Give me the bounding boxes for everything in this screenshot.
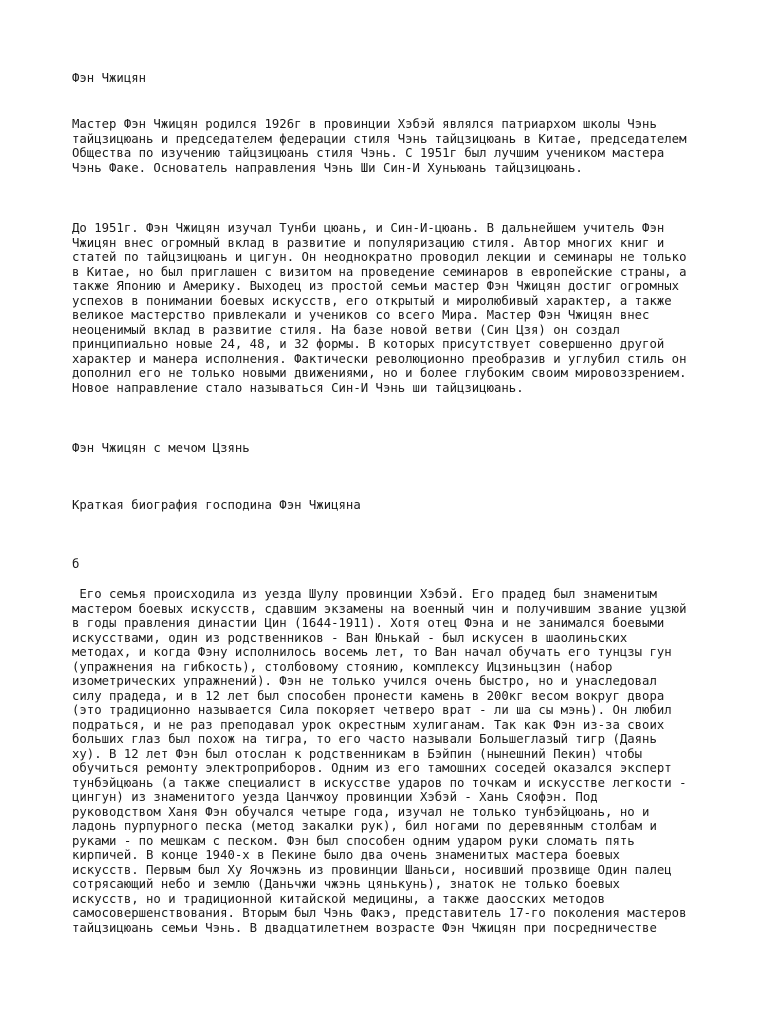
paragraph-history: До 1951г. Фэн Чжицян изучал Тунби цюань, и Син-И-цюань. В дальнейшем учитель Фэн Чжицян внес огромный вклад в развитие и популяризацию стиля. Автор многих книг и статей по тайцзицюань и цигун. Он неоднократно проводил лекции и семинары не только в Китае, но был приглашен с визитом на проведение семинаров в европейские страны, а также Японию и Америку. Выходец из простой семьи мастер Фэн Чжицян достиг огромных успехов в понимании боевых искусств, его открытый и миролюбивый характер, а также великое мастерство привлекали и учеников со всего Мира. Мастер Фэн Чжицян внес неоценимый вклад в развитие стиля. На базе новой ветви (Син Цзя) он создал принципиально новые 24, 48, и 32 формы. В которых присутствует совершенно другой характер и манера исполнения. Фактически революционно преобразив и углубил стиль он дополнил его не только новыми движениями, но и более глубоким своим мировоззрением. Новое направление стало называться Син-И Чэнь ши тайцзицюань. — [72, 221, 687, 395]
paragraph-intro: Мастер Фэн Чжицян родился 1926г в провинции Хэбэй являлся патриархом школы Чэнь тайцзицюань и председателем федерации стиля Чэнь тайцзицюань в Китае, председателем Общества по изучению тайцзицюань стиля Чэнь. С 1951г был лучшим учеником мастера Чэнь Факе. Основатель направления Чэнь Ши Син-И Хуньюань тайцзицюань. — [72, 117, 687, 175]
biography-heading: Краткая биография господина Фэн Чжицяна — [72, 498, 361, 512]
document-title: Фэн Чжицян — [72, 71, 147, 85]
stray-letter: б — [72, 557, 80, 571]
paragraph-biography: Его семья происходила из уезда Шулу провинции Хэбэй. Его прадед был знаменитым мастером боевых искусств, сдавшим экзамены на военный чин и получившим звание уцзюй в годы правления династии Цин (1644-1911). Хотя отец Фэна и не занимался боевыми искусствами, один из родственников - Ван Юнькай - был искусен в шаолиньских методах, и когда Фэну исполнилось восемь лет, то Ван начал обучать его тунцзы гун (упражнения на гибкость), столбовому стоянию, комплексу Ицзиньцзин (набор изометрических упражнений). Фэн не только учился очень быстро, но и унаследовал силу прадеда, и в 12 лет был способен пронести камень в 200кг весом вокруг двора (это традиционно называется Сила покоряет четверо врат - ли ша сы мэнь). Он любил подраться, и не раз преподавал урок окрестным хулиганам. Так как Фэн из-за своих больших глаз был похож на тигра, то его часто называли Большеглазый тигр (Даянь ху). В 12 лет Фэн был отослан к родственникам в Бэйпин (нынешний Пекин) чтобы обучиться ремонту электроприборов. Одним из его тамошних соседей оказался эксперт тунбэйцюань (а также специалист в искусстве ударов по точкам и искусстве легкости - цингун) из знаменитого уезда Цанчжоу провинции Хэбэй - Хань Сяофэн. Под руководством Ханя Фэн обучался четыре года, изучал не только тунбэйцюань, но и ладонь пурпурного песка (метод закалки рук), бил ногами по деревянным столбам и руками - по мешкам с песком. Фэн был способен одним ударом руки сломать пять кирпичей. В конце 1940-х в Пекине было два очень знаменитых мастера боевых искусств. Первым был Ху Яочжэнь из провинции Шаньси, носивший прозвище Один палец сотрясающий небо и землю (Даньчжи чжэнь цянькунь), знаток не только боевых искусств, но и традиционной китайской медицины, а также даосских методов самосовершенствования. Вторым был Чэнь Факэ, представитель 17-го поколения мастеров тайцзицюань семьи Чэнь. В двадцатилетнем возрасте Фэн Чжицян при посредничестве — [72, 587, 687, 935]
photo-caption: Фэн Чжицян с мечом Цзянь — [72, 441, 250, 455]
